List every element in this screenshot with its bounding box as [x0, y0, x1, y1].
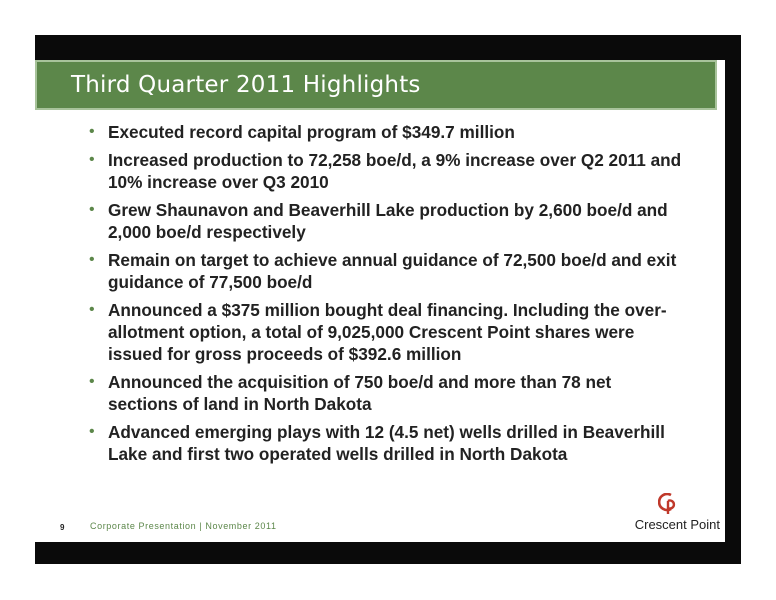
bullet-text: Grew Shaunavon and Beaverhill Lake production by 2,600 boe/d and 2,000 boe/d respectively [108, 200, 668, 242]
footer-text: Corporate Presentation | November 2011 [90, 521, 277, 531]
slide-frame [35, 35, 741, 564]
bullet-text: Advanced emerging plays with 12 (4.5 net) wells drilled in Beaverhill Lake and first two operated wells drilled in North Dakota [108, 422, 665, 464]
bullet-item [85, 371, 685, 415]
bullet-dot-icon: • [89, 123, 95, 140]
bullet-item [85, 249, 685, 293]
bullet-dot-icon: • [89, 373, 95, 390]
bullet-item [85, 299, 685, 365]
title-bar [35, 60, 717, 110]
bullet-text: Increased production to 72,258 boe/d, a 9% increase over Q2 2011 and 10% increase over Q3 2010 [108, 150, 682, 192]
bullet-item [85, 121, 685, 143]
slide [35, 60, 725, 542]
bullet-dot-icon: • [89, 301, 95, 318]
bullet-item [85, 421, 685, 465]
bullet-item [85, 199, 685, 243]
bullet-dot-icon: • [89, 251, 95, 268]
bullet-text: Remain on target to achieve annual guidance of 72,500 boe/d and exit guidance of 77,500 boe/d [108, 250, 677, 292]
slide-title: Third Quarter 2011 Highlights [71, 72, 421, 98]
crescent-point-logo-mark-icon [658, 493, 680, 515]
bullet-list [85, 121, 685, 471]
bullet-dot-icon: • [89, 151, 95, 168]
page-number: 9 [60, 523, 65, 532]
logo-text: Crescent Point [634, 517, 720, 532]
bullet-item [85, 149, 685, 193]
bullet-text: Announced the acquisition of 750 boe/d and more than 78 net sections of land in North Dakota [108, 372, 612, 414]
bullet-text: Executed record capital program of $349.7 million [108, 122, 515, 142]
bullet-dot-icon: • [89, 423, 95, 440]
bullet-text: Announced a $375 million bought deal financing. Including the over-allotment option, a total of 9,025,000 Crescent Point shares were issued for gross proceeds of $392.6 million [108, 300, 667, 364]
bullet-dot-icon: • [89, 201, 95, 218]
company-logo [615, 493, 720, 533]
